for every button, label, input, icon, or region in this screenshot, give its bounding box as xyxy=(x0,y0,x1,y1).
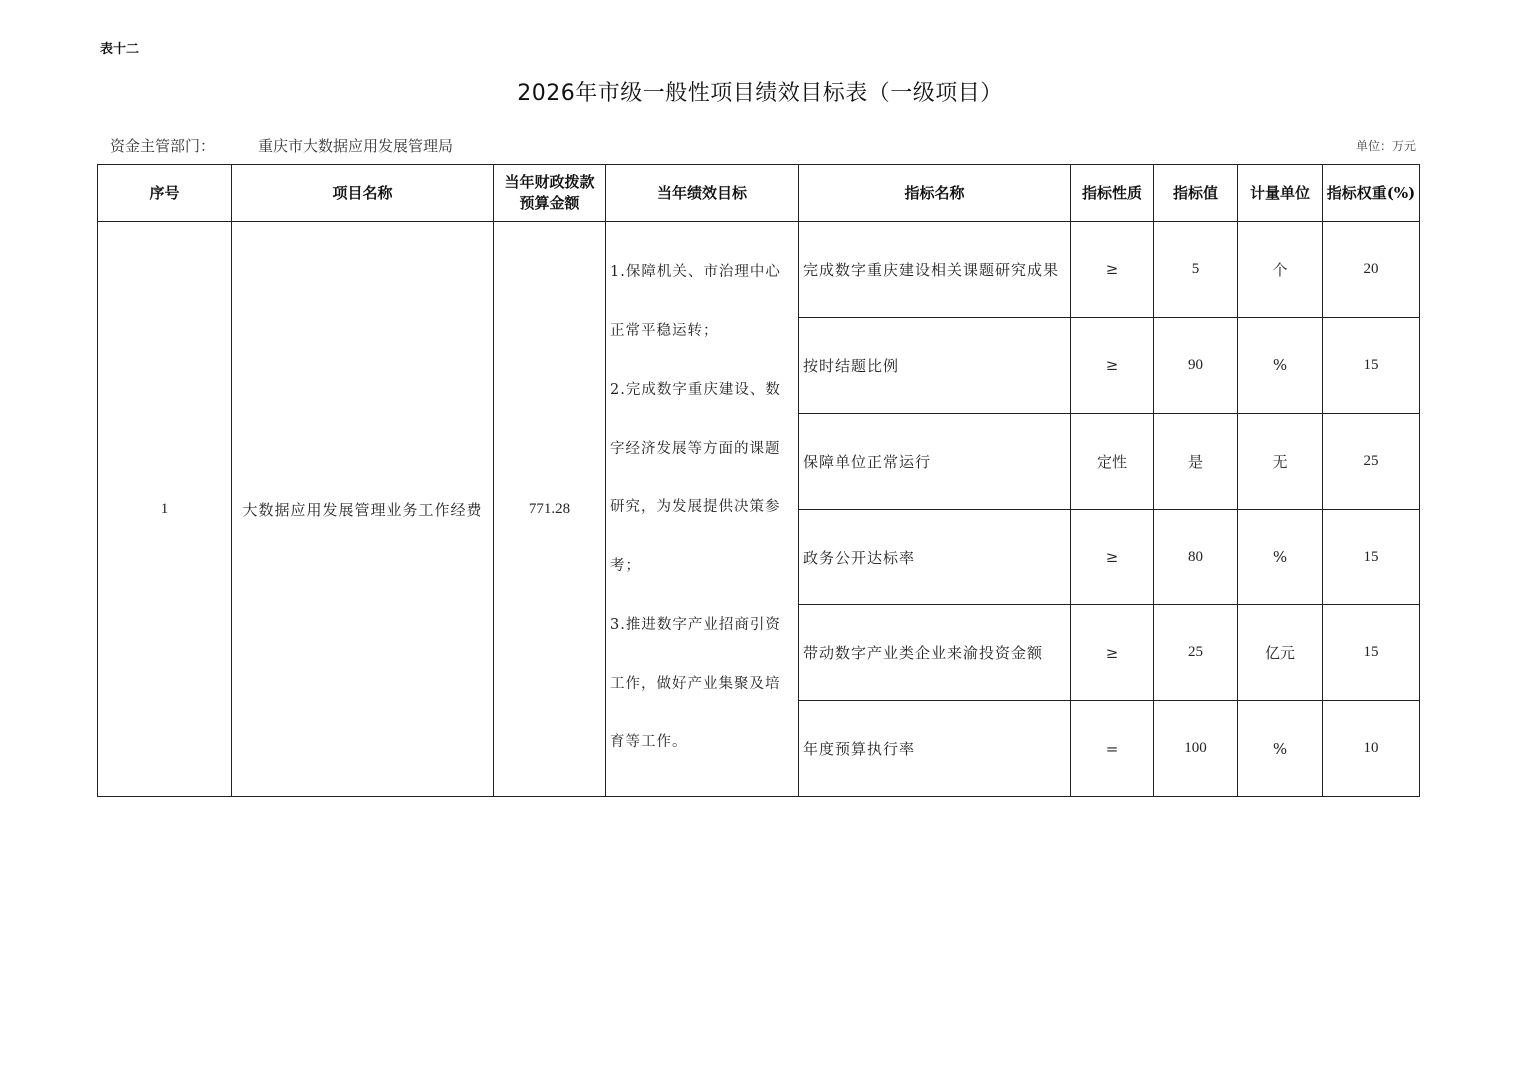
indicator-nature: = xyxy=(1071,701,1154,797)
header-goal: 当年绩效目标 xyxy=(606,165,799,222)
goal-line: 正常平稳运转； xyxy=(610,322,719,339)
goal-line: 1.保障机关、市治理中心 xyxy=(610,264,781,281)
indicator-nature: 定性 xyxy=(1071,413,1154,509)
indicator-weight: 15 xyxy=(1323,317,1420,413)
department-label: 资金主管部门： xyxy=(110,137,216,155)
goal-line: 考； xyxy=(610,558,641,575)
goal-line: 育等工作。 xyxy=(610,734,688,751)
header-budget xyxy=(494,165,606,222)
table-number: 表十二 xyxy=(100,42,140,57)
header-seq: 序号 xyxy=(98,165,232,222)
header-budget-line1: 当年财政拨款 xyxy=(504,173,595,191)
indicator-nature: ≥ xyxy=(1071,605,1154,701)
indicator-value: 25 xyxy=(1154,605,1238,701)
unit-label: 单位：万元 xyxy=(1355,139,1416,153)
indicator-value: 5 xyxy=(1154,222,1238,318)
indicator-nature: ≥ xyxy=(1071,222,1154,318)
indicator-unit: % xyxy=(1238,509,1323,605)
header-budget-line2: 预算金额 xyxy=(519,194,580,212)
indicator-value: 90 xyxy=(1154,317,1238,413)
project-budget: 771.28 xyxy=(494,222,606,797)
table-header-row xyxy=(98,165,1420,222)
project-seq: 1 xyxy=(98,222,232,797)
indicator-unit: 个 xyxy=(1238,222,1323,318)
page-title: 2026年市级一般性项目绩效目标表（一级项目） xyxy=(517,81,1003,106)
indicator-unit: 亿元 xyxy=(1238,605,1323,701)
goal-line: 研究，为发展提供决策参 xyxy=(610,499,781,516)
indicator-unit: % xyxy=(1238,701,1323,797)
department-name: 重庆市大数据应用发展管理局 xyxy=(258,137,454,155)
header-indicator-value: 指标值 xyxy=(1154,165,1238,222)
header-indicator-name: 指标名称 xyxy=(799,165,1071,222)
project-goal xyxy=(606,222,799,797)
indicator-unit: 无 xyxy=(1238,413,1323,509)
goal-line: 3.推进数字产业招商引资 xyxy=(610,616,781,633)
goal-line: 字经济发展等方面的课题 xyxy=(610,440,781,457)
indicator-weight: 10 xyxy=(1323,701,1420,797)
indicator-name: 按时结题比例 xyxy=(799,317,1071,413)
indicator-name: 完成数字重庆建设相关课题研究成果 xyxy=(799,222,1071,318)
header-unit: 计量单位 xyxy=(1238,165,1323,222)
indicator-name: 带动数字产业类企业来渝投资金额 xyxy=(799,605,1071,701)
goal-line: 2.完成数字重庆建设、数 xyxy=(610,381,781,398)
indicator-name: 保障单位正常运行 xyxy=(799,413,1071,509)
indicator-value: 是 xyxy=(1154,413,1238,509)
goal-line: 工作，做好产业集聚及培 xyxy=(610,675,781,692)
header-weight: 指标权重(%) xyxy=(1323,165,1420,222)
indicator-unit: % xyxy=(1238,317,1323,413)
indicator-name: 政务公开达标率 xyxy=(799,509,1071,605)
indicator-weight: 15 xyxy=(1323,605,1420,701)
indicator-nature: ≥ xyxy=(1071,509,1154,605)
performance-table xyxy=(97,164,1420,797)
header-project-name: 项目名称 xyxy=(232,165,494,222)
indicator-weight: 25 xyxy=(1323,413,1420,509)
project-name: 大数据应用发展管理业务工作经费 xyxy=(232,222,494,797)
indicator-value: 100 xyxy=(1154,701,1238,797)
indicator-weight: 20 xyxy=(1323,222,1420,318)
indicator-weight: 15 xyxy=(1323,509,1420,605)
indicator-value: 80 xyxy=(1154,509,1238,605)
indicator-nature: ≥ xyxy=(1071,317,1154,413)
indicator-name: 年度预算执行率 xyxy=(799,701,1071,797)
header-indicator-nature: 指标性质 xyxy=(1071,165,1154,222)
table-row xyxy=(98,222,1420,318)
